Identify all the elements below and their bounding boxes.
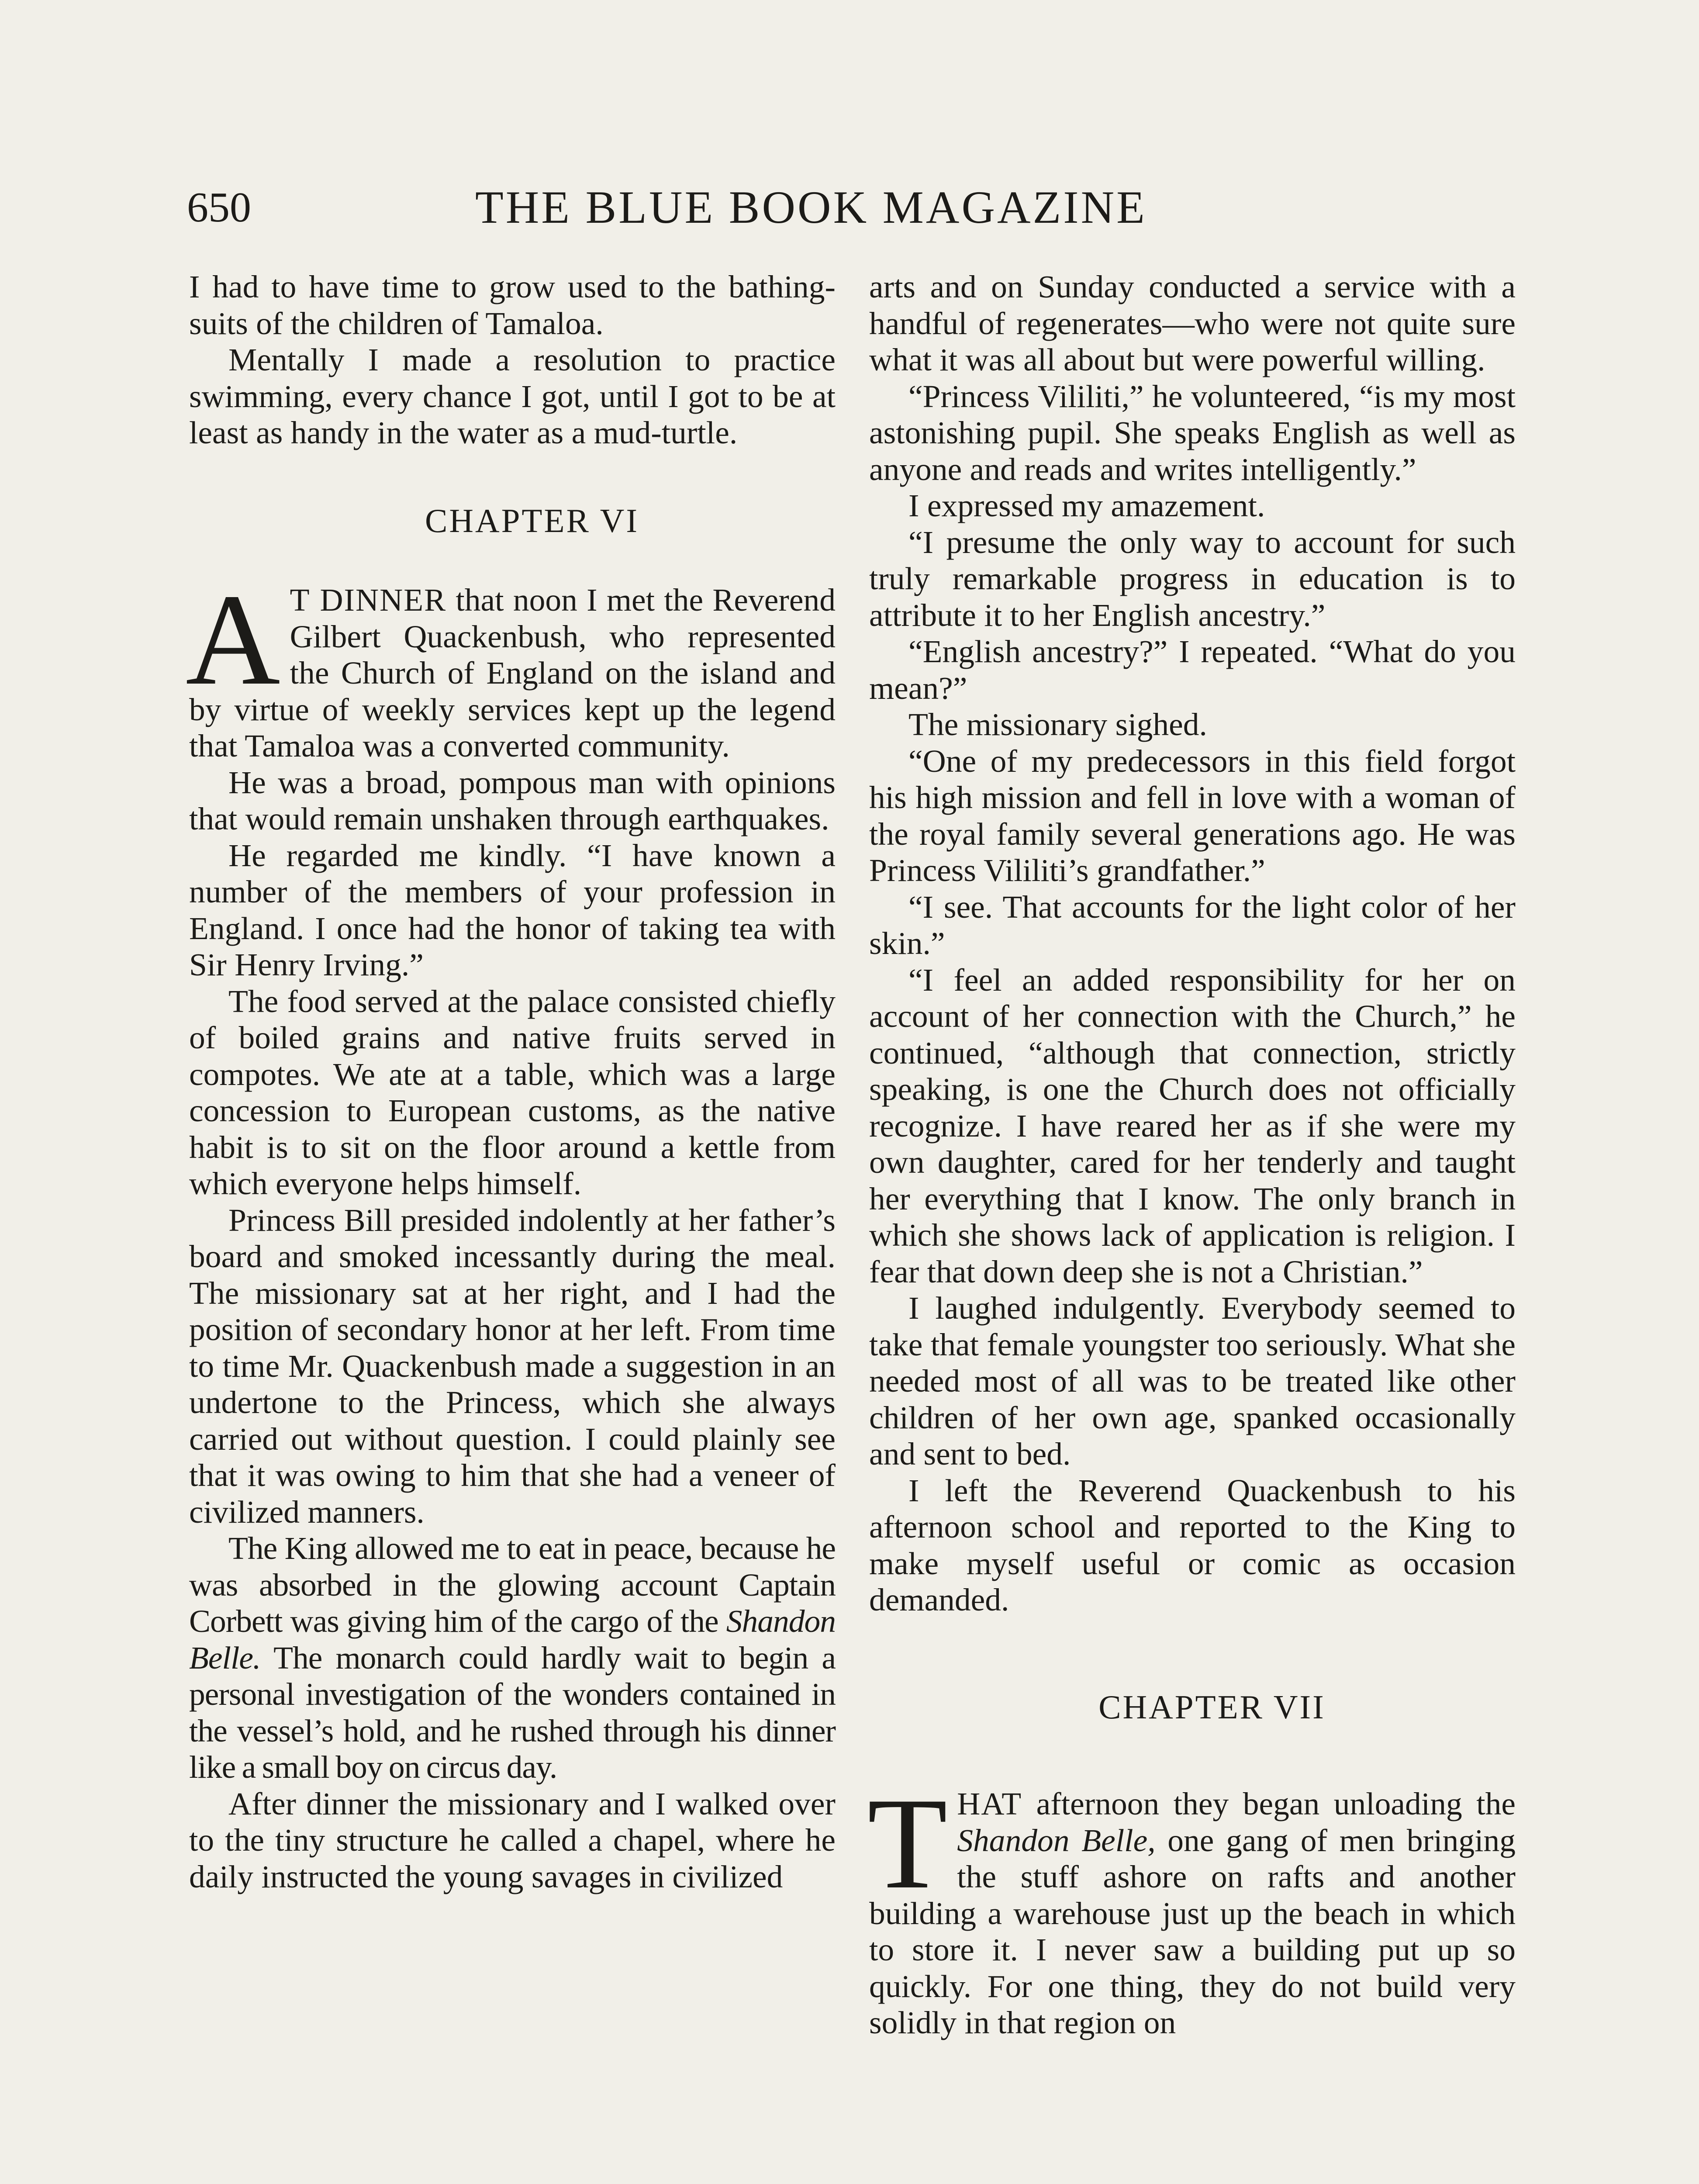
right-column bbox=[869, 269, 1516, 2041]
lead-in-caps: HAT bbox=[957, 1786, 1022, 1821]
chapter-opening-paragraph bbox=[186, 567, 836, 764]
paragraph: “I presume the only way to account for such truly remarkable progress in education is to attribute it to her English ancestry.” bbox=[869, 524, 1516, 633]
paragraph: I laughed indulgently. Everybody seemed to take that female youngster too seriously. What she needed most of all was to be treated like other children of her own age, spanked occasionally and sent to bed. bbox=[869, 1290, 1516, 1472]
paragraph: I expressed my amazement. bbox=[908, 488, 1265, 523]
ship-name: Shandon Belle, bbox=[957, 1822, 1156, 1858]
chapter-opening-paragraph bbox=[867, 1771, 1516, 2041]
ship-name: Shandon Belle. bbox=[189, 1603, 836, 1676]
chapter-heading: CHAPTER VII bbox=[1098, 1688, 1326, 1726]
paragraph-text: that noon I met the Reverend Gilbert Quackenbush, who represented the Church of England on the island and by virtue of weekly services kept up the legend that Tamaloa was a converted community. bbox=[189, 582, 836, 764]
drop-cap: A bbox=[186, 567, 280, 712]
paragraph: arts and on Sunday conducted a service with a handful of regenerates—who were not quite sure what it was all about but were powerful willing. bbox=[869, 269, 1516, 377]
paragraph: Mentally I made a resolution to practice swimming, every chance I got, until I got to be at least as handy in the water as a mud-turtle. bbox=[189, 342, 836, 450]
paragraph: The food served at the palace consisted chiefly of boiled grains and native fruits served in compotes. We ate at a table, which was a large concession to European customs, as the native habit is to sit on the floor around a kettle from which everyone helps himself. bbox=[189, 983, 836, 1201]
paragraph: “I feel an added responsibility for her on account of her connection with the Church,” he continued, “although that connection, strictly speaking, is one the Church does not officially recognize. I have reared her as if she were my own daughter, cared for her tenderly and taught her everything that I know. The only branch in which she shows lack of application is religion. I fear that down deep she is not a Christian.” bbox=[869, 962, 1516, 1289]
paragraph: “I see. That accounts for the light color of her skin.” bbox=[869, 889, 1516, 961]
paragraph-text: The King allowed me to eat in peace, because he was absorbed in the glowing account Captain Corbett was giving him of the cargo of the bbox=[189, 1531, 836, 1639]
paragraph: “English ancestry?” I repeated. “What do you mean?” bbox=[869, 634, 1516, 706]
paragraph: “Princess Vililiti,” he volunteered, “is my most astonishing pupil. She speaks English as well as anyone and reads and writes intelligently.” bbox=[869, 378, 1516, 487]
paragraph: He regarded me kindly. “I have known a number of the members of your profession in England. I once had the honor of taking tea with Sir Henry Irving.” bbox=[189, 837, 836, 982]
left-column bbox=[186, 269, 836, 1895]
paragraph: I left the Reverend Quackenbush to his afternoon school and reported to the King to make myself useful or comic as occasion demanded. bbox=[869, 1472, 1516, 1617]
page-header bbox=[187, 177, 1510, 238]
drop-cap: T bbox=[867, 1771, 948, 1916]
paragraph bbox=[189, 1530, 836, 1786]
paragraph-text: The monarch could hardly wait to begin a personal investigation of the wonders contained in the vessel’s hold, and he rushed through his dinner like a small boy on circus day. bbox=[189, 1640, 836, 1785]
paragraph-text: one gang of men bringing the stuff ashore on rafts and another building a warehouse just up the beach in which to store it. I never saw a building put up so quickly. For one thing, they do not build very solidly in that region on bbox=[869, 1822, 1516, 2040]
paragraph-text: afternoon they began unloading the bbox=[1022, 1786, 1516, 1821]
paragraph: “One of my predecessors in this field forgot his high mission and fell in love with a woman of the royal family several generations ago. He was Princess Vililiti’s grandfather.” bbox=[869, 743, 1516, 888]
paragraph: I had to have time to grow used to the bathing-suits of the children of Tamaloa. bbox=[189, 269, 836, 341]
paragraph: After dinner the missionary and I walked over to the tiny structure he called a chapel, where he daily instructed the young savages in civilized bbox=[189, 1786, 836, 1894]
lead-in-caps: T DINNER bbox=[290, 582, 447, 618]
chapter-heading: CHAPTER VI bbox=[425, 501, 639, 539]
paragraph: He was a broad, pompous man with opinions that would remain unshaken through earthquakes. bbox=[189, 764, 836, 836]
paragraph: Princess Bill presided indolently at her father’s board and smoked incessantly during the meal. The missionary sat at her right, and I had the position of secondary honor at her left. From time to time Mr. Quackenbush made a suggestion in an undertone to the Princess, which she always carried out without question. I could plainly see that it was owing to him that she had a veneer of civilized manners. bbox=[189, 1202, 836, 1530]
page-number: 650 bbox=[187, 184, 251, 231]
paragraph: The missionary sighed. bbox=[908, 707, 1207, 742]
magazine-title: THE BLUE BOOK MAGAZINE bbox=[475, 182, 1147, 233]
